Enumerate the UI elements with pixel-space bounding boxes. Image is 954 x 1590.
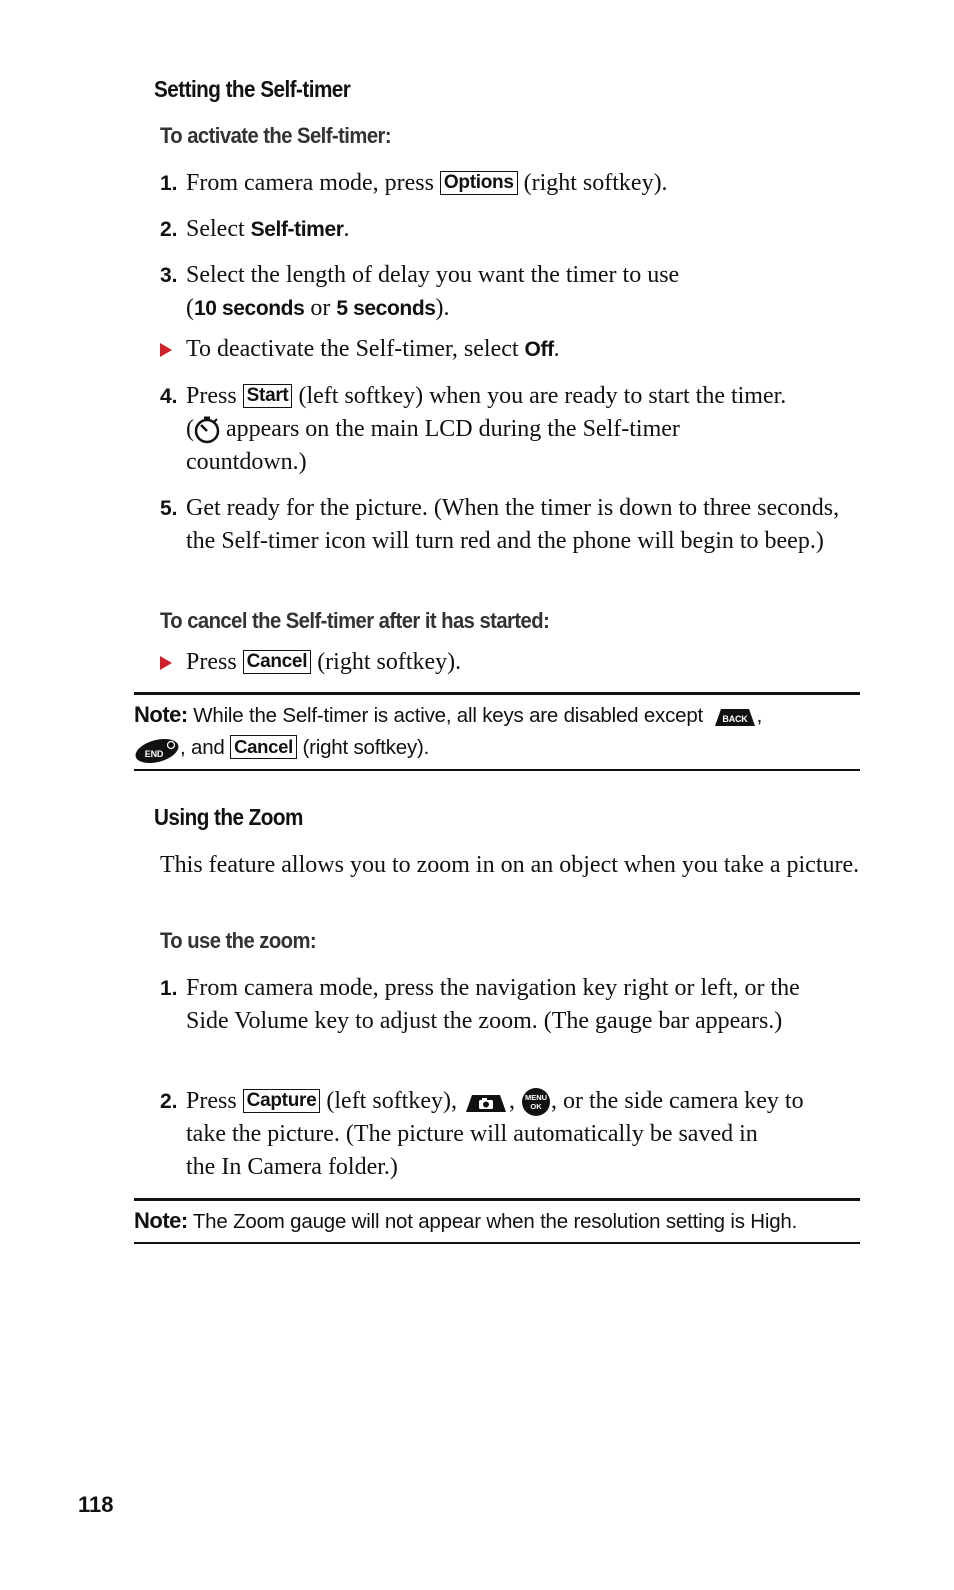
note-bottom-rule	[134, 1242, 860, 1244]
step-text: (left softkey),	[326, 1088, 457, 1114]
step-text: Press	[186, 383, 237, 409]
step-number: 2.	[160, 1090, 178, 1113]
step-text: Press	[186, 1088, 237, 1114]
step-5	[160, 492, 860, 558]
step-number: 4.	[160, 385, 178, 408]
note-zoom	[134, 1205, 860, 1238]
bullet-text: To deactivate the Self-timer, select	[186, 336, 519, 362]
note-top-rule	[134, 1198, 860, 1201]
note-self-timer	[134, 699, 860, 765]
step-text: the In Camera folder.)	[186, 1154, 398, 1180]
subhead-activate: To activate the Self-timer:	[160, 123, 392, 148]
step-text: (right softkey).	[523, 170, 668, 196]
section-title-zoom: Using the Zoom	[154, 804, 303, 830]
section-title-self-timer: Setting the Self-timer	[154, 76, 351, 102]
step-text: (	[186, 295, 194, 321]
step-text: (	[186, 416, 194, 442]
bullet-text: .	[553, 336, 560, 362]
bullet-deactivate	[160, 333, 860, 366]
step-text: ,	[509, 1088, 515, 1114]
step-2	[160, 213, 860, 246]
option-off: Off	[524, 338, 554, 361]
step-number: 3.	[160, 264, 178, 287]
bullet-arrow-icon	[160, 656, 172, 670]
step-number: 2.	[160, 218, 178, 241]
start-softkey: Start	[243, 384, 293, 408]
step-number: 1.	[160, 977, 178, 1000]
step-text: Select the length of delay you want the timer to use	[186, 262, 680, 288]
cancel-softkey: Cancel	[230, 735, 297, 759]
note-text: While the Self-timer is active, all keys are disabled except	[193, 704, 704, 727]
step-text: From camera mode, press	[186, 170, 434, 196]
step-number: 1.	[160, 172, 178, 195]
bullet-text: Press	[186, 649, 237, 675]
step-text: appears on the main LCD during the Self-timer	[220, 416, 680, 442]
note-top-rule	[134, 692, 860, 695]
step-text: From camera mode, press the navigation key right or left, or the Side Volume key to adjust the zoom. (The gauge bar appears.)	[186, 975, 800, 1034]
step-1	[160, 167, 860, 200]
note-bottom-rule	[134, 769, 860, 771]
camera-key-icon	[463, 1090, 509, 1114]
step-text: countdown.)	[186, 449, 307, 475]
zoom-intro: This feature allows you to zoom in on an object when you take a picture.	[160, 852, 860, 878]
option-10-seconds: 10 seconds	[194, 297, 305, 320]
zoom-step-2	[160, 1085, 860, 1184]
step-text: , or the side camera key to	[551, 1088, 804, 1114]
note-text: , and	[180, 736, 225, 759]
bullet-arrow-icon	[160, 343, 172, 357]
step-number: 5.	[160, 497, 178, 520]
options-softkey: Options	[440, 171, 518, 195]
option-5-seconds: 5 seconds	[336, 297, 436, 320]
subhead-cancel: To cancel the Self-timer after it has started:	[160, 608, 550, 633]
note-label: Note:	[134, 1208, 188, 1233]
step-text: take the picture. (The picture will automatically be saved in	[186, 1121, 758, 1147]
menu-ok-key-icon	[521, 1087, 551, 1117]
svg-text:END: END	[144, 748, 164, 759]
step-text: (left softkey) when you are ready to start the timer.	[298, 383, 787, 409]
zoom-step-1	[160, 972, 860, 1038]
end-key-icon	[134, 733, 180, 765]
cancel-softkey: Cancel	[243, 650, 312, 674]
page-number: 118	[78, 1492, 114, 1517]
note-text: (right softkey).	[302, 736, 430, 759]
svg-text:OK: OK	[530, 1102, 542, 1112]
step-text: Select	[186, 216, 245, 242]
step-text: ).	[435, 295, 450, 321]
note-text: ,	[756, 704, 763, 727]
step-text: Get ready for the picture. (When the timer is down to three seconds, the Self-timer icon will turn red and the phone will begin to beep.)	[186, 495, 840, 554]
capture-softkey: Capture	[243, 1089, 321, 1113]
subhead-zoom: To use the zoom:	[160, 928, 317, 953]
back-key-icon	[709, 706, 757, 728]
step-4	[160, 380, 860, 479]
step-text: or	[304, 295, 337, 321]
step-3	[160, 259, 860, 325]
note-text: The Zoom gauge will not appear when the resolution setting is High.	[192, 1210, 798, 1233]
menu-option-self-timer: Self-timer	[250, 218, 344, 241]
bullet-cancel	[160, 646, 860, 679]
note-label: Note:	[134, 702, 188, 727]
step-text: .	[343, 216, 350, 242]
self-timer-icon	[194, 416, 220, 444]
svg-text:BACK: BACK	[721, 713, 748, 724]
bullet-text: (right softkey).	[317, 649, 462, 675]
svg-text:MENU: MENU	[524, 1093, 548, 1103]
